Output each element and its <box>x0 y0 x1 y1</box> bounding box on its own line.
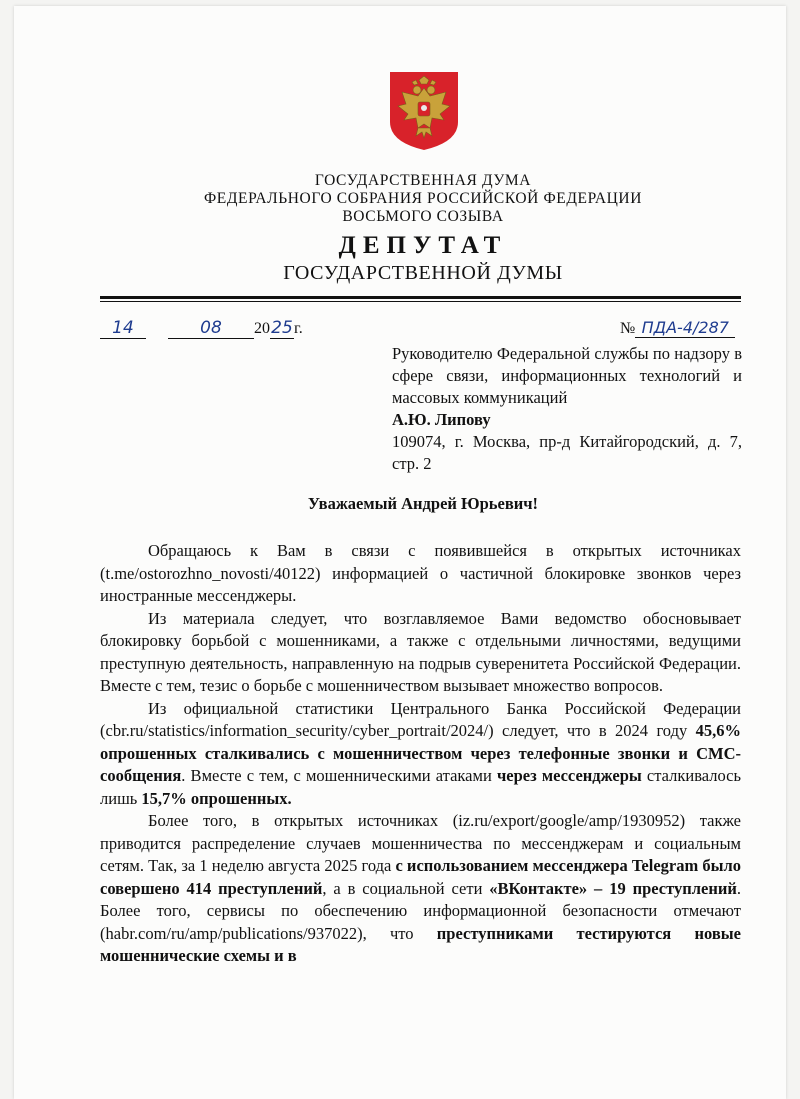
date-day: 14 <box>100 318 146 339</box>
date-month: 08 <box>168 318 254 339</box>
bold-text-run: с использованием мессенджера Telegram было совершено 414 преступлений <box>100 856 741 898</box>
reference-number-field <box>620 318 735 338</box>
text-run: . Вместе с тем, с мошенническими атаками <box>181 766 497 785</box>
text-run: Обращаюсь к Вам в связи с появившейся в открытых источниках (t.me/ostorozhno_novosti/40122) информацией о частичной блокировке звонков через иностранные мессенджеры. <box>100 541 741 605</box>
bold-text-run: преступниками тестируются новые мошеннические схемы и в <box>100 923 741 965</box>
header-subtitle: ГОСУДАРСТВЕННОЙ ДУМЫ <box>283 262 563 284</box>
header-line-2: ФЕДЕРАЛЬНОГО СОБРАНИЯ РОССИЙСКОЙ ФЕДЕРАЦИИ <box>203 190 643 207</box>
text-run: Из материала следует, что возглавляемое Вами ведомство обосновывает блокировку борьбой с мошенниками, а также с отдельными личностями, ведущими преступную деятельность, направленную на подрыв суверенитета Российской Федерации. Вместе с тем, тезис о борьбе с мошенничеством вызывает множество вопросов. <box>100 608 741 695</box>
body-paragraph <box>100 698 741 811</box>
russian-coat-of-arms-icon <box>388 70 460 152</box>
letter-body <box>100 540 741 968</box>
text-run: , а в социальной сети <box>322 878 490 898</box>
bold-text-run: 45,6% опрошенных сталкивались с мошенничеством через телефонные звонки и СМС-сообщения <box>100 721 741 785</box>
addressee-role: Руководителю Федеральной службы по надзору в сфере связи, информационных технологий и массовых коммуникаций <box>392 344 742 407</box>
reference-number: ПДА-4/287 <box>635 318 735 338</box>
body-paragraph <box>100 540 741 608</box>
body-paragraph <box>100 608 741 698</box>
date-year-prefix: 20 <box>254 320 270 337</box>
text-run: Из официальной статистики Центрального Банка Российской Федерации (cbr.ru/statistics/information_security/cyber_portrait/2024/) следует, что в 2024 году <box>100 698 741 740</box>
header-line-3: ВОСЬМОГО СОЗЫВА <box>342 208 504 225</box>
header-line-1: ГОСУДАРСТВЕННАЯ ДУМА <box>314 172 532 189</box>
header-title: ДЕПУТАТ <box>338 232 508 259</box>
text-run: Более того, в открытых источниках (iz.ru/export/google/amp/1930952) также приводится распределение случаев мошенничества по мессенджерам и социальным сетям. Так, за 1 неделю августа 2025 года <box>100 811 741 875</box>
bold-text-run: 15,7% опрошенных. <box>141 788 292 808</box>
header-rule-thick <box>100 296 741 299</box>
date-year-mark: г. <box>294 320 303 337</box>
number-sign: № <box>620 320 636 337</box>
text-run: . Более того, сервисы по обеспечению информационной безопасности отмечают (habr.com/ru/amp/publications/937022), что <box>100 878 741 943</box>
body-paragraph <box>100 810 741 968</box>
date-field <box>100 318 303 339</box>
addressee-block <box>392 343 742 475</box>
addressee-name: А.Ю. Липову <box>392 410 491 429</box>
bold-text-run: через мессенджеры <box>496 766 642 785</box>
date-year-suffix: 25 <box>271 318 293 338</box>
addressee-address: 109074, г. Москва, пр-д Китайгородский, д. 7, стр. 2 <box>392 432 742 473</box>
text-run: сталкивалось лишь <box>100 766 742 808</box>
salutation: Уважаемый Андрей Юрьевич! <box>307 494 539 513</box>
header-rule-thin <box>100 301 741 302</box>
bold-text-run: «ВКонтакте» – 19 преступлений <box>489 878 737 898</box>
